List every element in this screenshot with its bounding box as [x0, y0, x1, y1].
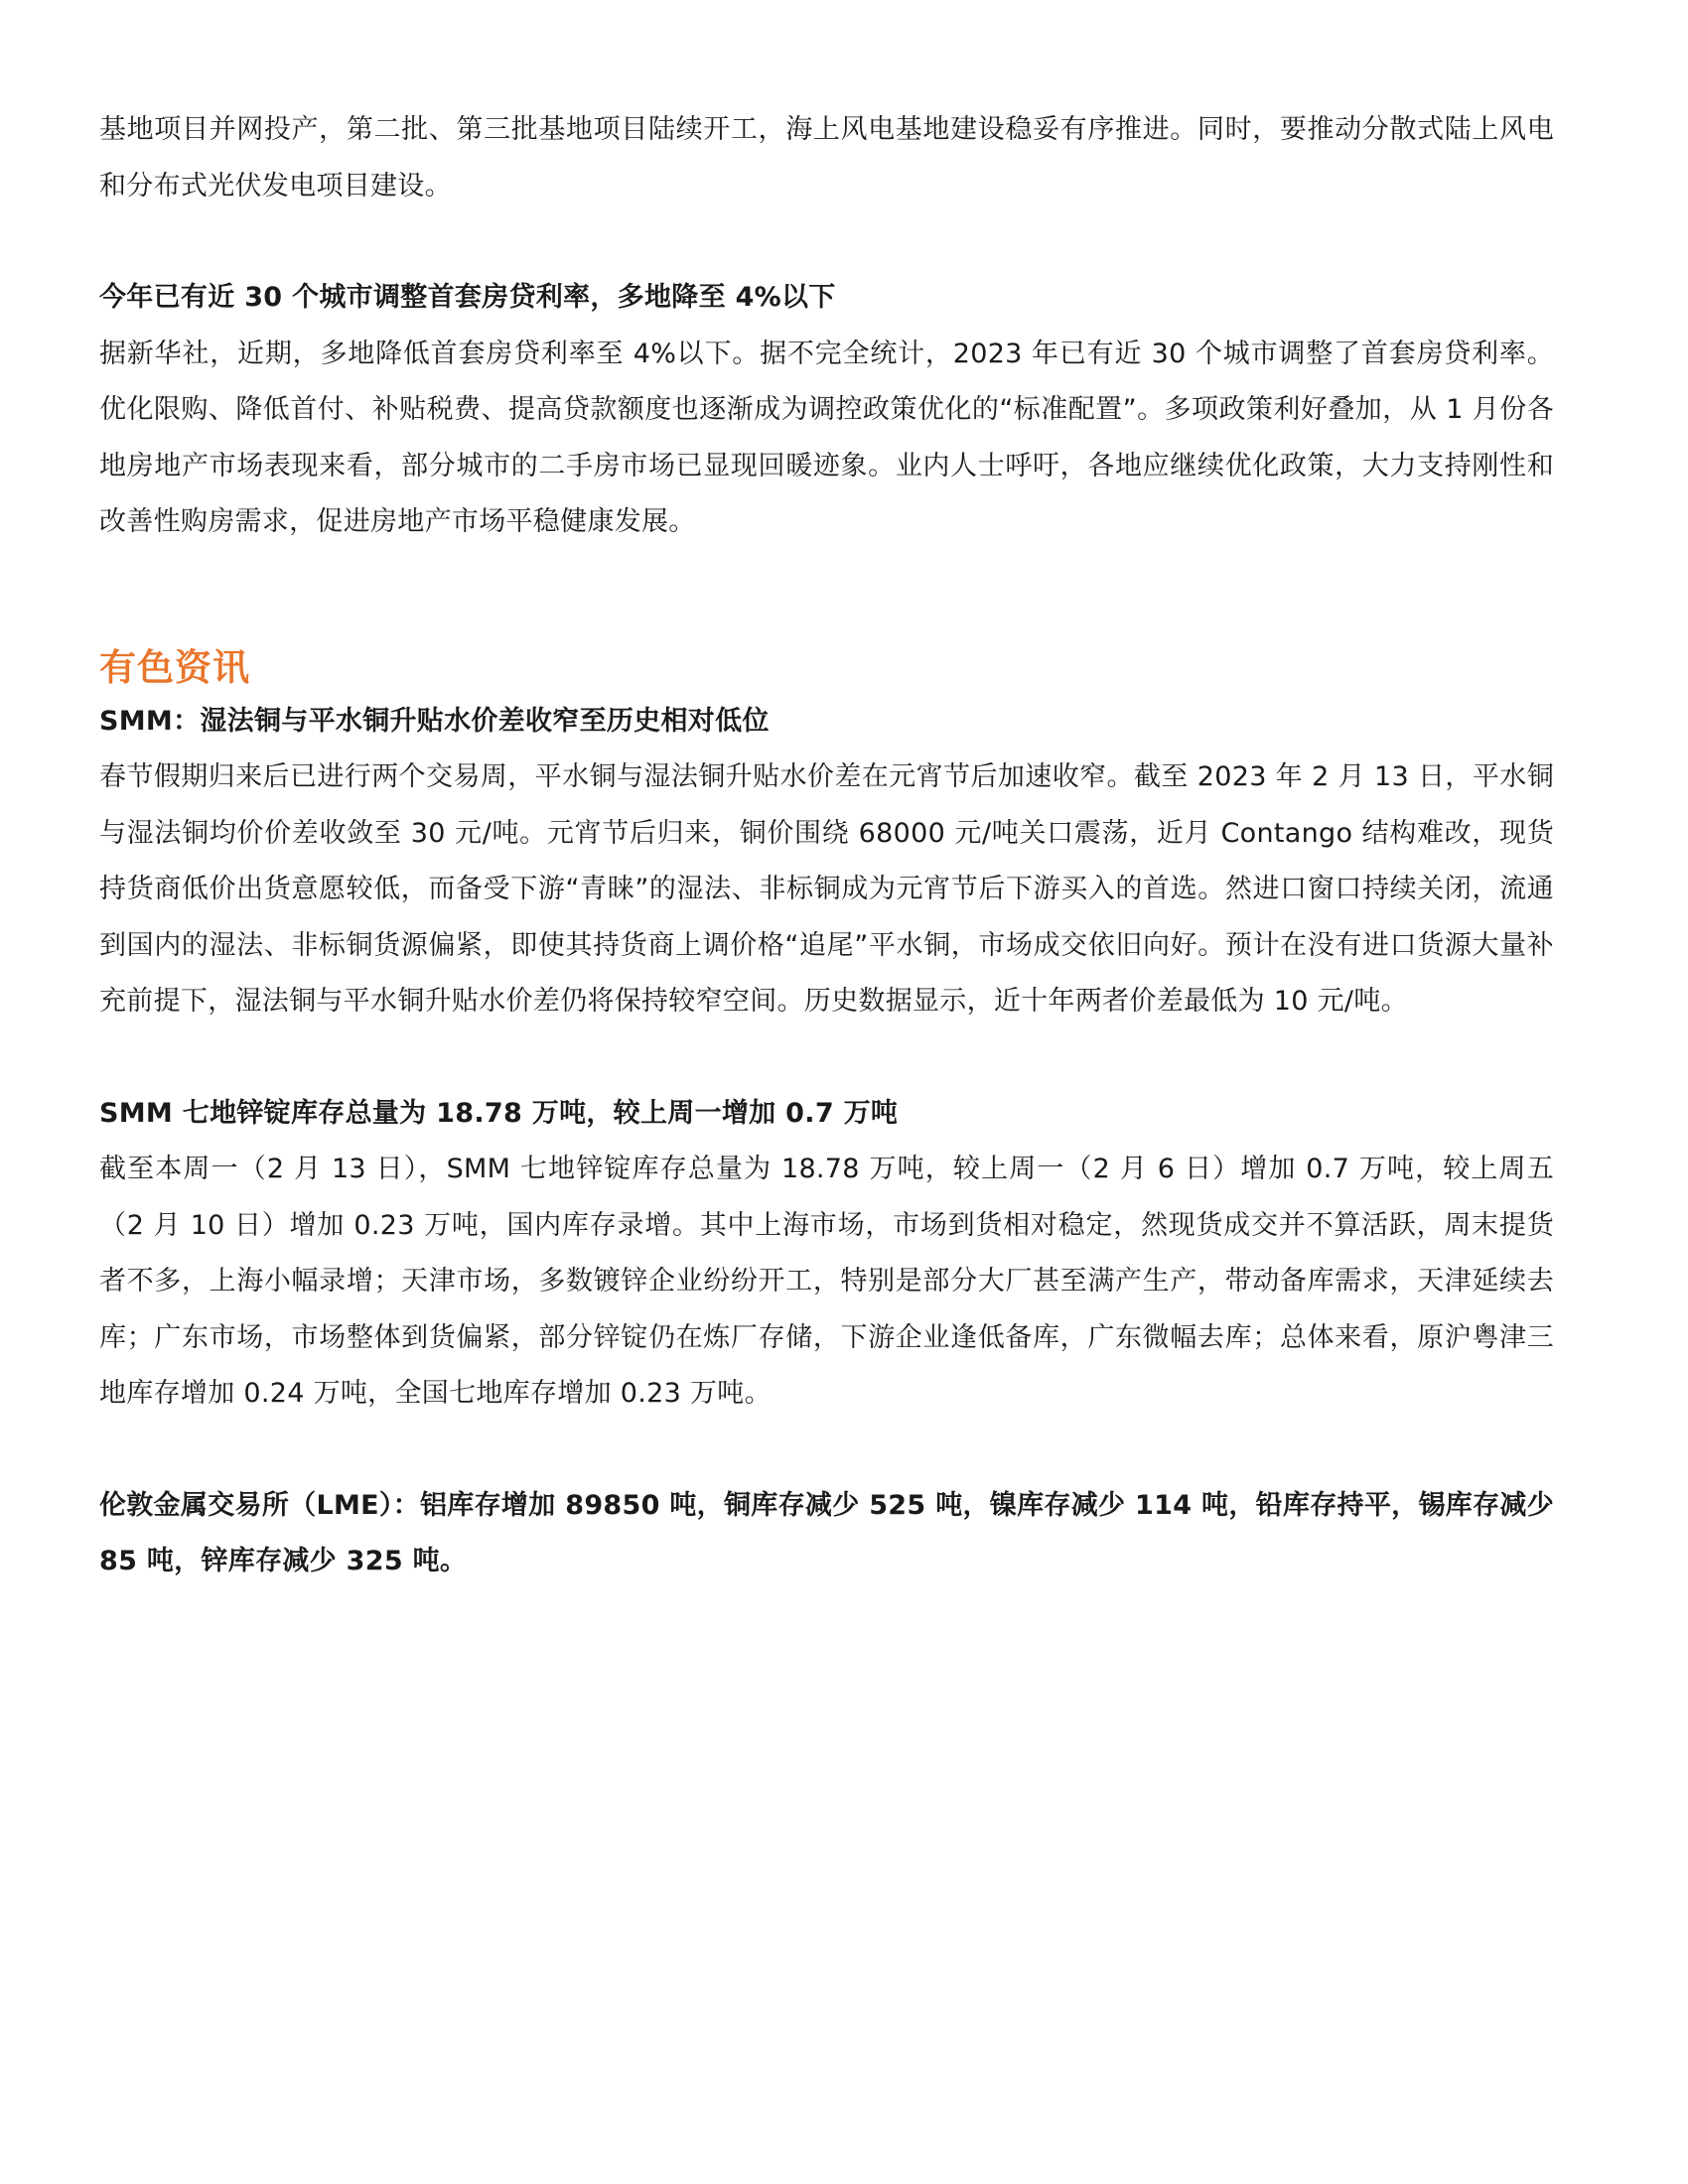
article-mortgage [99, 270, 1554, 551]
section-title: 有色资讯 [99, 645, 250, 689]
spacer [99, 1030, 1554, 1086]
intro-paragraph: 基地项目并网投产，第二批、第三批基地项目陆续开工，海上风电基地建设稳妥有序推进。同时，要推动分散式陆上风电和分布式光伏发电项目建设。 [99, 114, 1554, 202]
document-page [99, 102, 1554, 1590]
spacer [99, 1423, 1554, 1478]
spacer [99, 551, 1554, 638]
article-lme [99, 1478, 1554, 1590]
article-body: 伦敦金属交易所（LME）：铝库存增加 89850 吨，铜库存减少 525 吨，镍库存减少 114 吨，铅库存持平，锡库存减少 85 吨，锌库存减少 325 吨。 [99, 1489, 1554, 1576]
article-copper [99, 694, 1554, 1030]
article-headline: SMM 七地锌锭库存总量为 18.78 万吨，较上周一增加 0.7 万吨 [99, 1097, 899, 1129]
article-headline: 今年已有近 30 个城市调整首套房贷利率，多地降至 4%以下 [99, 282, 836, 313]
article-body: 截至本周一（2 月 13 日），SMM 七地锌锭库存总量为 18.78 万吨，较上周一（2 月 6 日）增加 0.7 万吨，较上周五（2 月 10 日）增加 0.23 万吨，国内库存录增。其中上海市场，市场到货相对稳定，然现货成交并不算活跃，周末提货者不多，上海小幅录增；天津市场，多数镀锌企业纷纷开工，特别是部分大厂甚至满产生产，带动备库需求，天津延续去库；广东市场，市场整体到货偏紧，部分锌锭仍在炼厂存储，下游企业逢低备库，广东微幅去库；总体来看，原沪粤津三地库存增加 0.24 万吨，全国七地库存增加 0.23 万吨。 [99, 1154, 1554, 1409]
spacer [99, 214, 1554, 270]
article-headline: SMM：湿法铜与平水铜升贴水价差收窄至历史相对低位 [99, 705, 770, 737]
article-zinc [99, 1086, 1554, 1423]
article-body: 春节假期归来后已进行两个交易周，平水铜与湿法铜升贴水价差在元宵节后加速收窄。截至 2023 年 2 月 13 日，平水铜与湿法铜均价价差收敛至 30 元/吨。元宵节后归来，铜价围绕 68000 元/吨关口震荡，近月 Contango 结构难改，现货持货商低价出货意愿较低，而备受下游“青睐”的湿法、非标铜成为元宵节后下游买入的首选。然进口窗口持续关闭，流通到国内的湿法、非标铜货源偏紧，即使其持货商上调价格“追尾”平水铜，市场成交依旧向好。预计在没有进口货源大量补充前提下，湿法铜与平水铜升贴水价差仍将保持较窄空间。历史数据显示，近十年两者价差最低为 10 元/吨。 [99, 761, 1554, 1017]
article-body: 据新华社，近期，多地降低首套房贷利率至 4%以下。据不完全统计，2023 年已有近 30 个城市调整了首套房贷利率。优化限购、降低首付、补贴税费、提高贷款额度也逐渐成为调控政策优化的“标准配置”。多项政策利好叠加，从 1 月份各地房地产市场表现来看，部分城市的二手房市场已显现回暖迹象。业内人士呼吁，各地应继续优化政策，大力支持刚性和改善性购房需求，促进房地产市场平稳健康发展。 [99, 338, 1554, 537]
